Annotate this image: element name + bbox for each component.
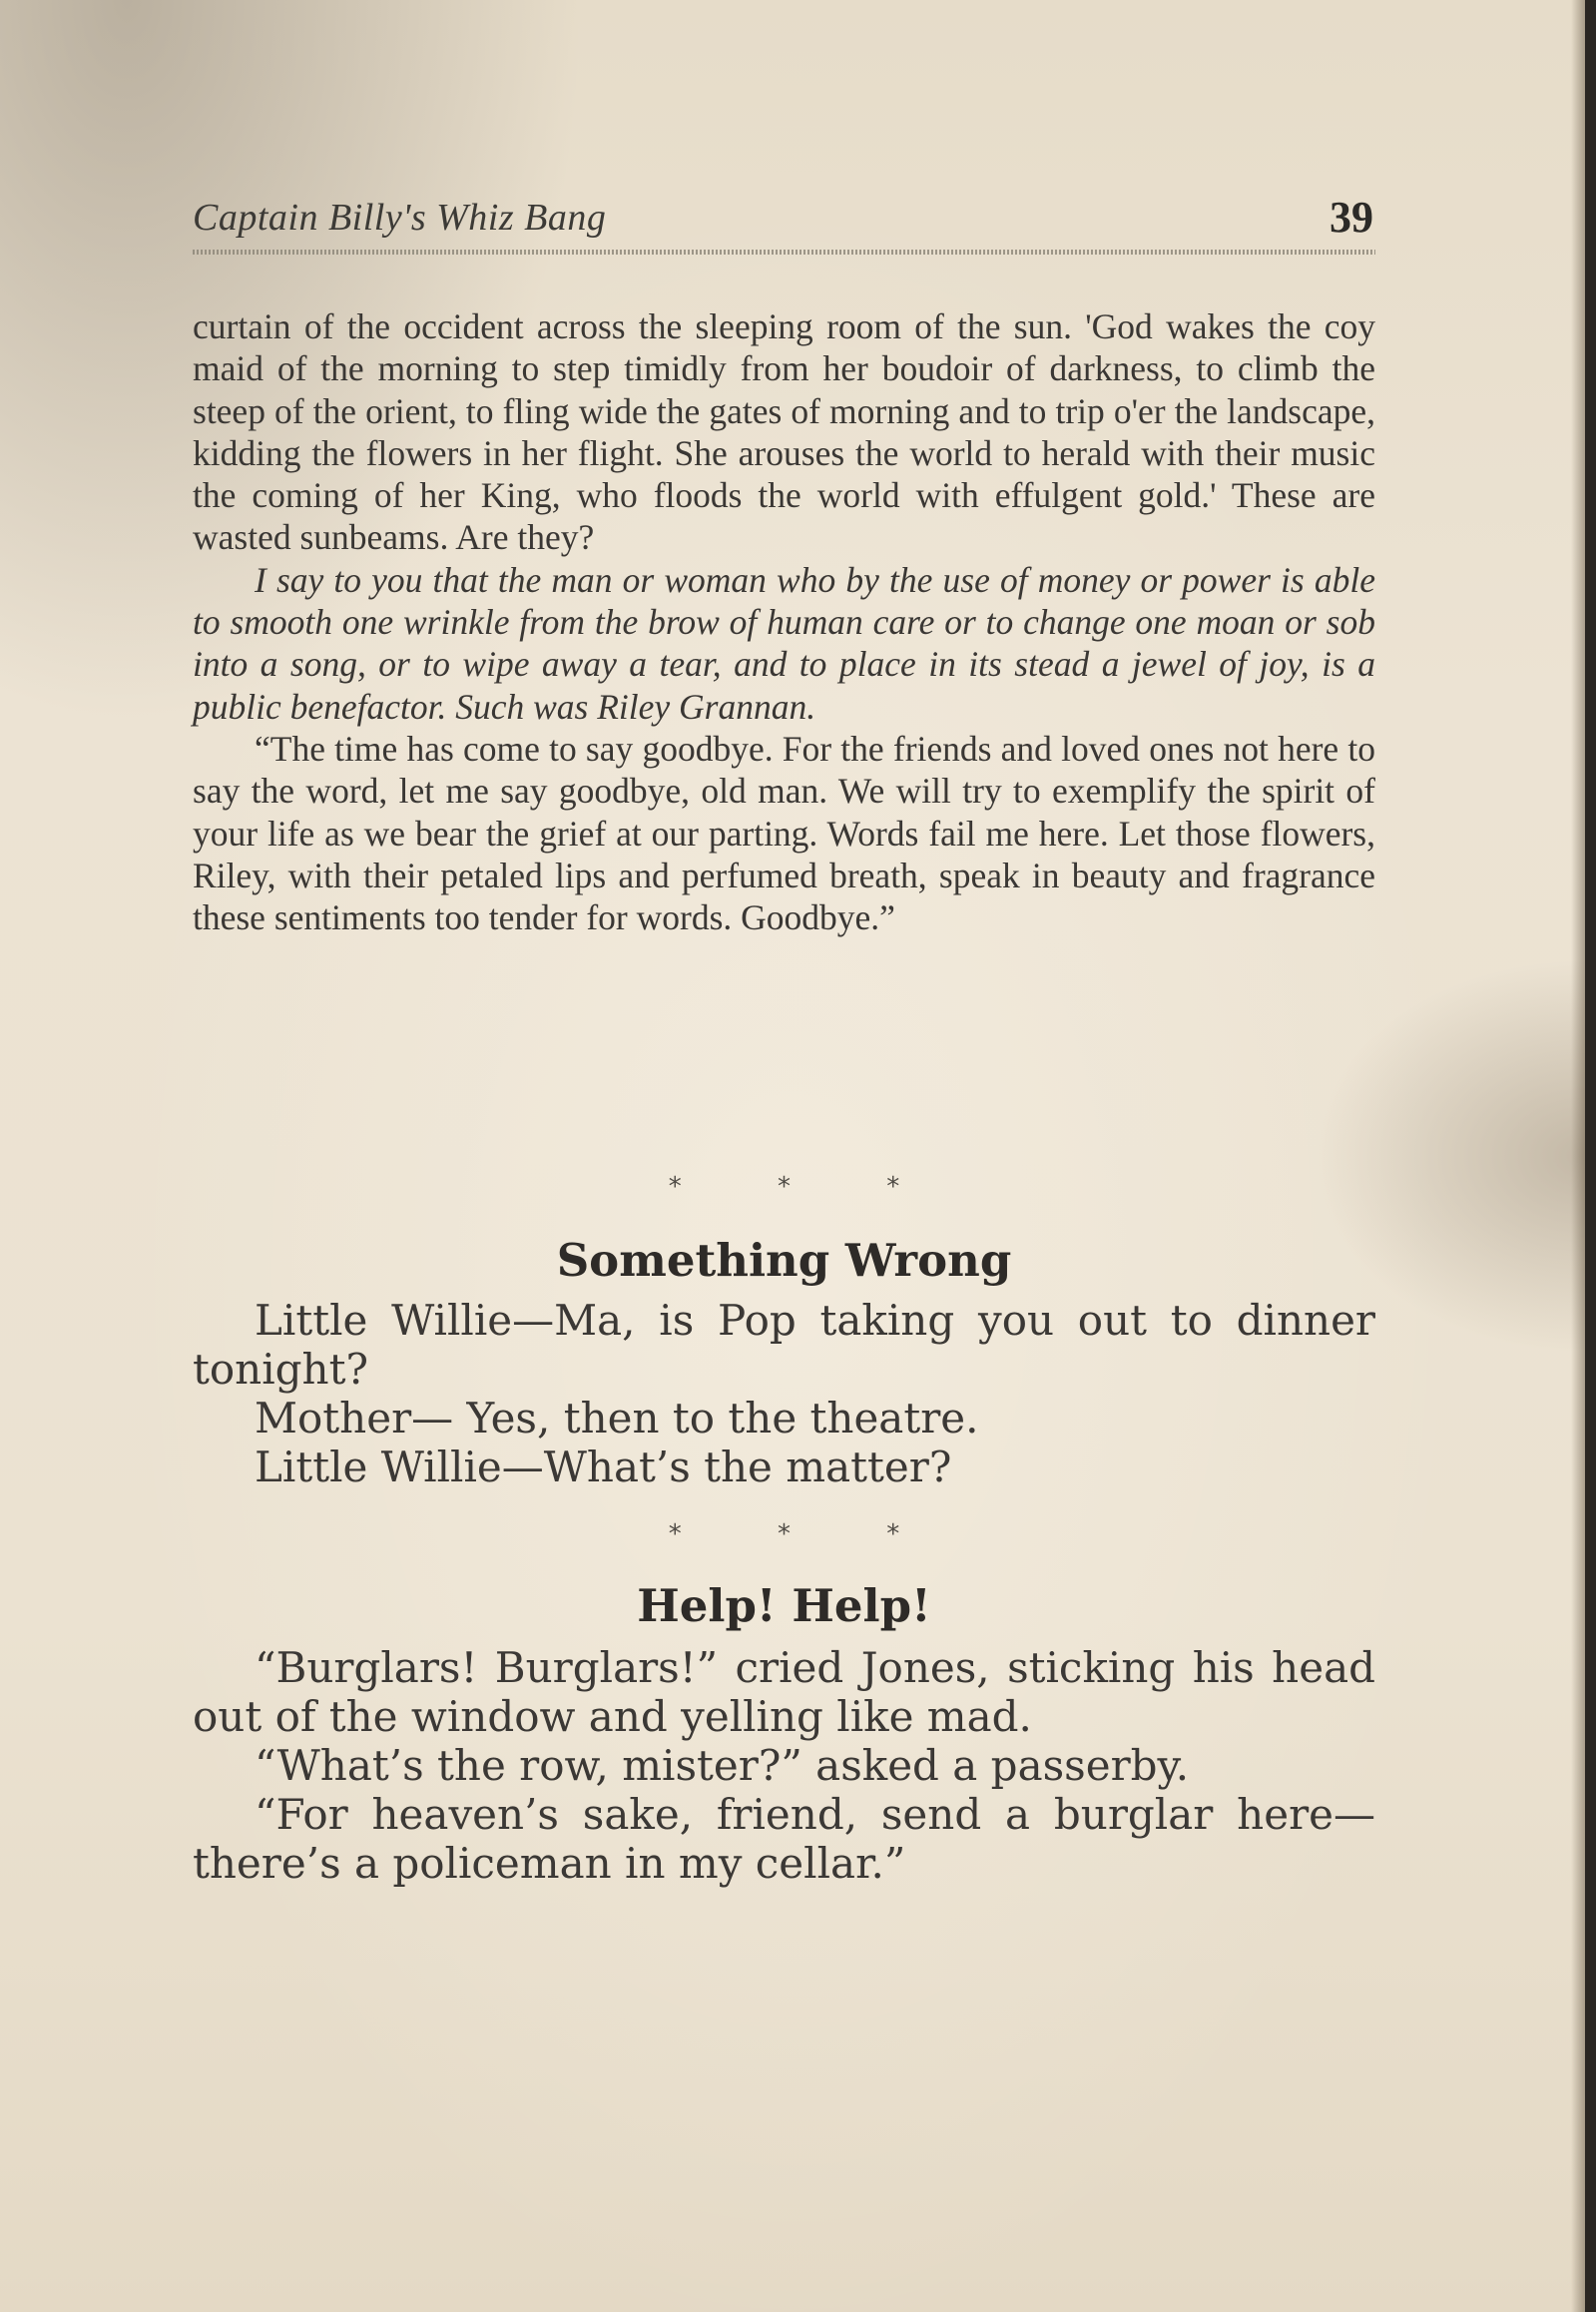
joke-1-line-3: Little Willie—What’s the matter? [255,1443,952,1491]
joke-1-line-2: Mother— Yes, then to the theatre. [255,1394,979,1443]
joke-1-line-1: Little Willie—Ma, is Pop taking you out to dinner tonight? [193,1296,1375,1394]
publication-title: Captain Billy's Whiz Bang [193,197,607,239]
joke-2-body [193,1643,1375,1888]
joke-2-line-2: “What’s the row, mister?” asked a passerby. [255,1741,1190,1790]
paragraph-3: “The time has come to say goodbye. For the friends and loved ones not here to say the word, let me say goodbye, old man. We will try to exemplify the spirit of your life as we bear the grief at our parting. Words fail me here. Let those flowers, Riley, with their petaled lips and perfumed breath, speak in beauty and fragrance these sentiments too tender for words. Goodbye.” [193,728,1375,938]
page-number: 39 [1330,193,1373,242]
joke-1-body [193,1296,1375,1491]
joke-2-title: Help! Help! [637,1579,931,1632]
section-separator-1: * * * [668,1172,944,1202]
header-rule [193,250,1375,255]
running-header [193,193,1375,272]
joke-1-title: Something Wrong [556,1234,1012,1287]
joke-2-line-3: “For heaven’s sake, friend, send a burglar here—there’s a policeman in my cellar.” [193,1790,1375,1888]
section-separator-2: * * * [668,1519,944,1549]
eulogy-text [193,305,1375,938]
joke-2-line-1: “Burglars! Burglars!” cried Jones, sticking his head out of the window and yelling like mad. [193,1643,1375,1741]
paragraph-1: curtain of the occident across the sleeping room of the sun. 'God wakes the coy maid of the morning to step timidly from her boudoir of darkness, to climb the steep of the orient, to fling wide the gates of morning and to trip o'er the landscape, kidding the flowers in her flight. She arouses the world to herald with their music the coming of her King, who floods the world with effulgent gold.' These are wasted sunbeams. Are they? [193,306,1375,558]
paragraph-2: I say to you that the man or woman who by the use of money or power is able to smooth one wrinkle from the brow of human care or to change one moan or sob into a song, or to wipe away a tear, and to place in its stead a jewel of joy, is a public benefactor. Such was Riley Grannan. [193,559,1375,727]
